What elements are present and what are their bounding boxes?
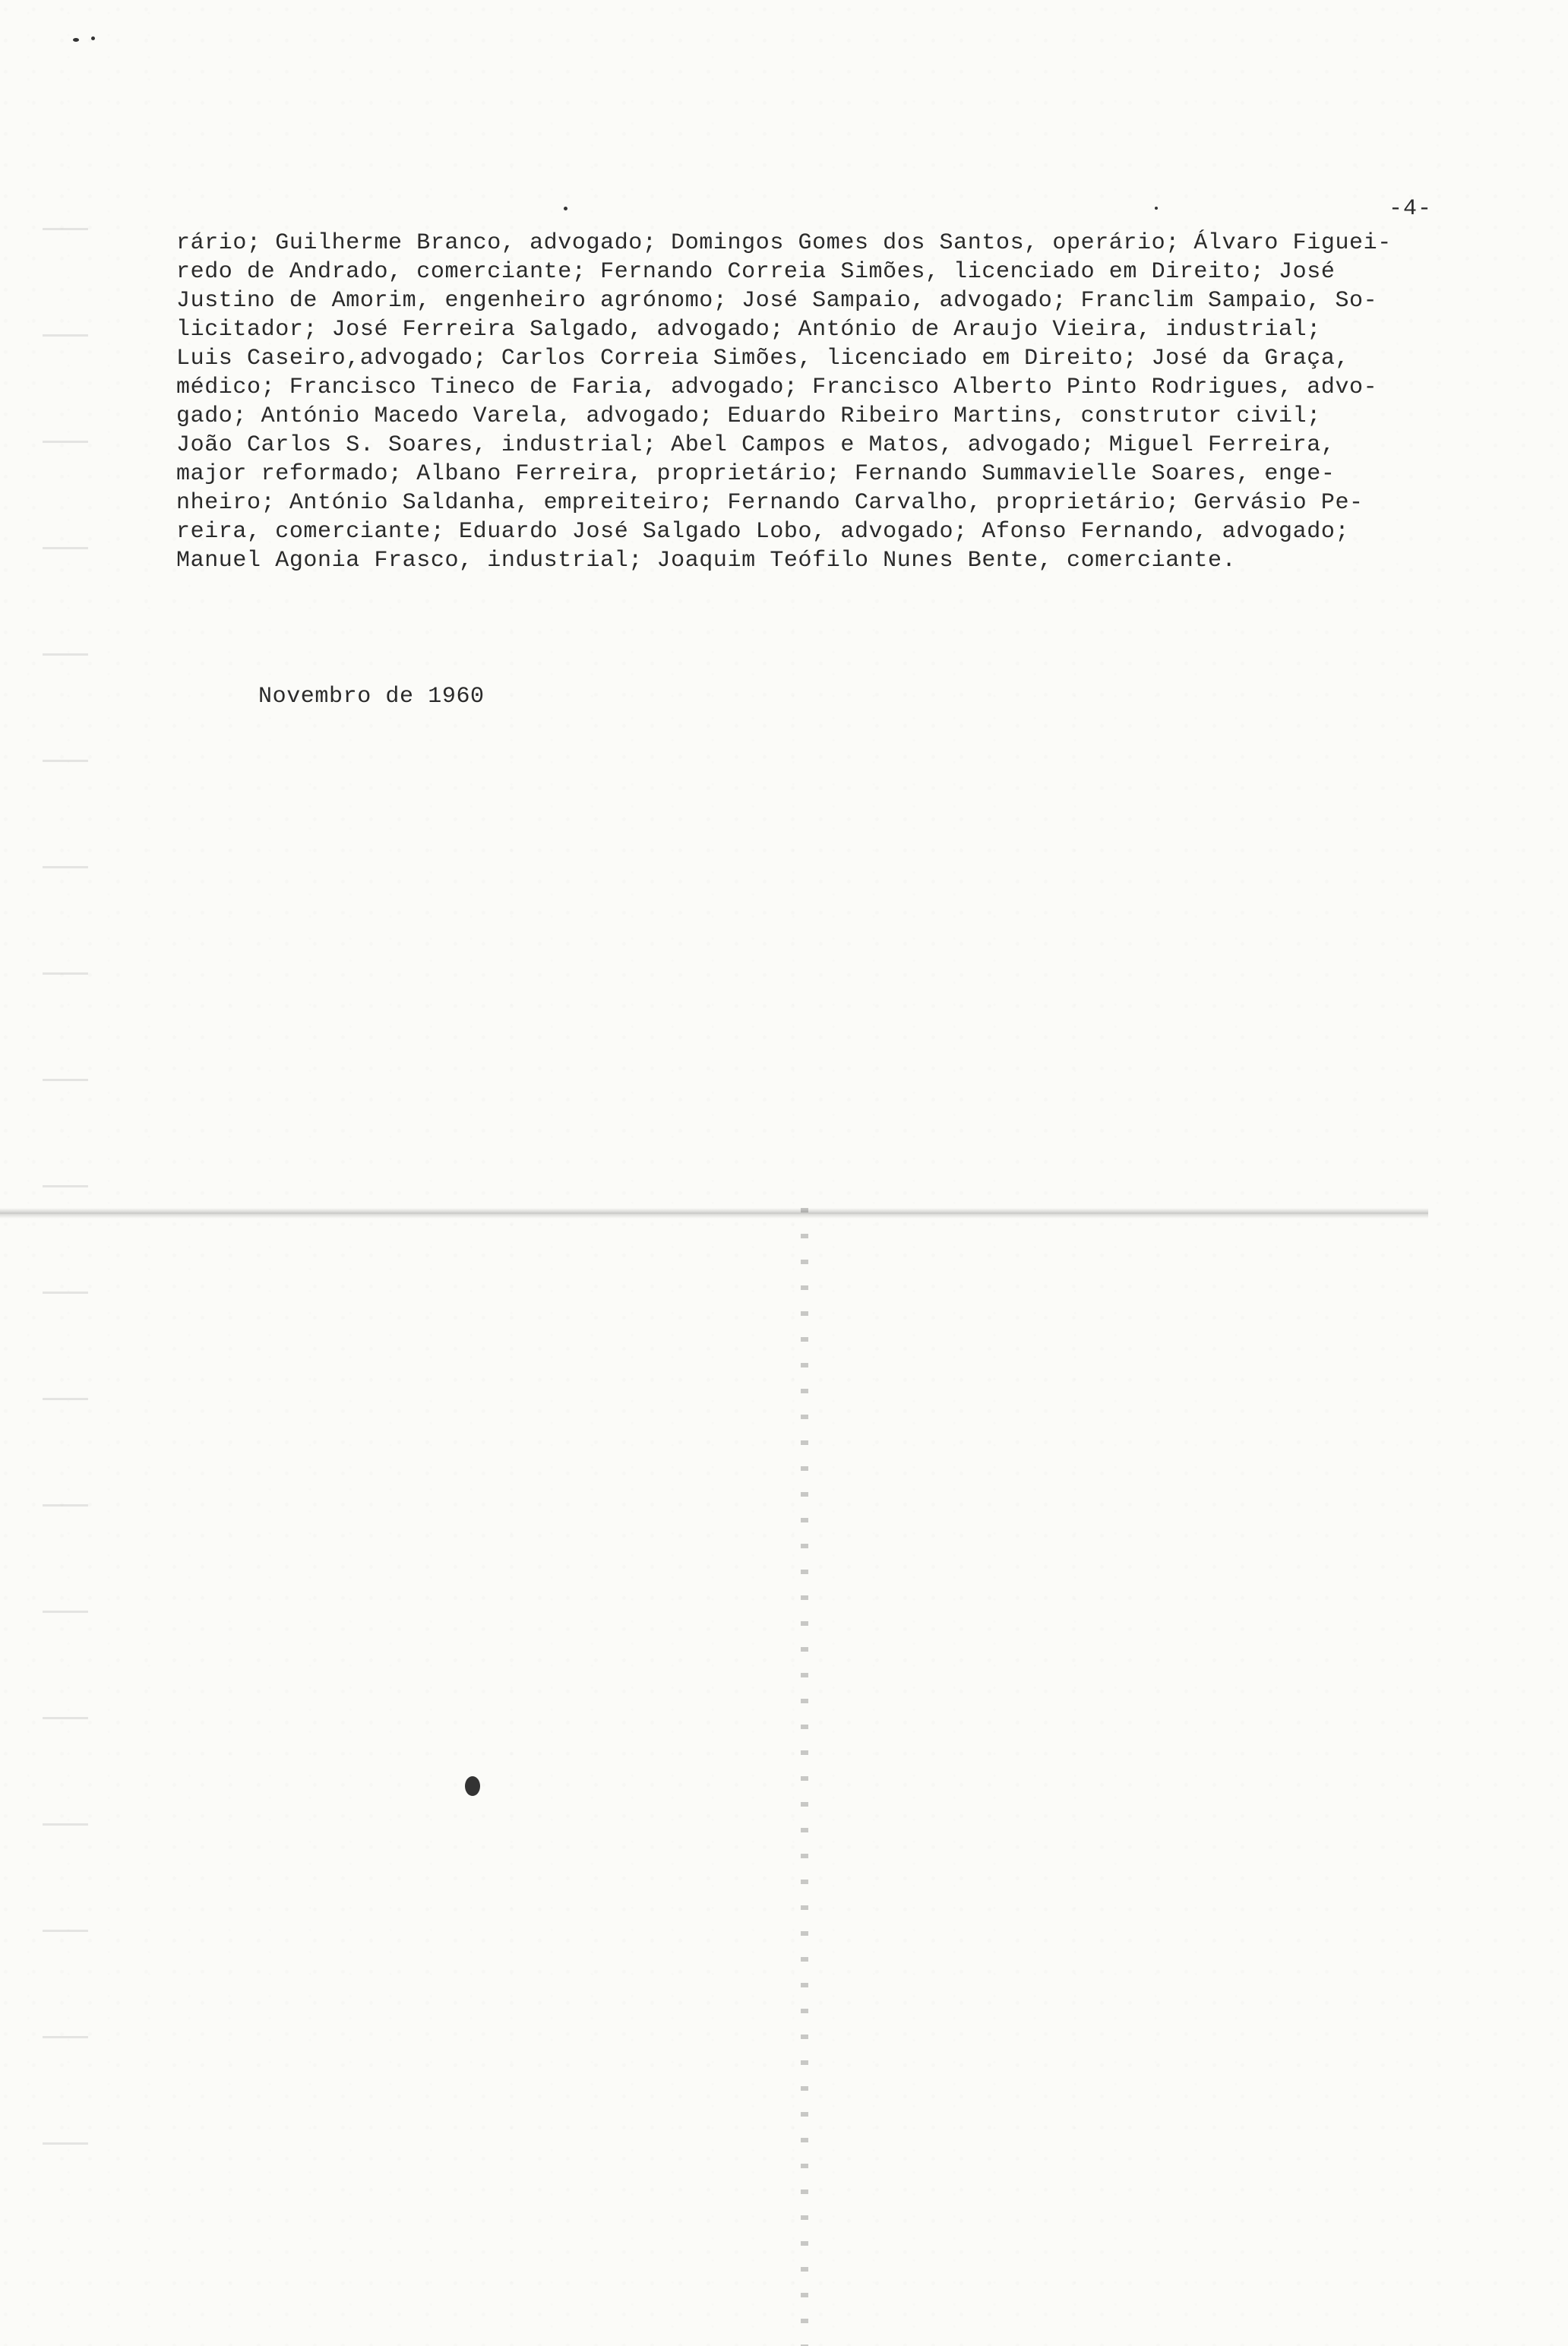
text-line: Luis Caseiro,advogado; Carlos Correia Simões, licenciado em Direito; José da Graça, — [176, 346, 1350, 372]
ink-speck — [91, 36, 95, 40]
text-line: redo de Andrado, comerciante; Fernando Correia Simões, licenciado em Direito; José — [176, 259, 1336, 285]
ink-speck — [465, 1776, 480, 1796]
text-line: nheiro; António Saldanha, empreiteiro; Fernando Carvalho, proprietário; Gervásio Pe- — [176, 490, 1364, 516]
text-line: Manuel Agonia Frasco, industrial; Joaquim Teófilo Nunes Bente, comerciante. — [176, 548, 1237, 574]
text-line: licitador; José Ferreira Salgado, advogado; António de Araujo Vieira, industrial; — [176, 317, 1321, 343]
ink-speck — [564, 207, 567, 210]
horizontal-fold-line — [0, 1208, 1428, 1219]
document-date: Novembro de 1960 — [258, 684, 485, 710]
text-line: João Carlos S. Soares, industrial; Abel Campos e Matos, advogado; Miguel Ferreira, — [176, 432, 1336, 458]
ink-speck — [73, 38, 79, 42]
text-line: major reformado; Albano Ferreira, proprietário; Fernando Summavielle Soares, enge- — [176, 461, 1336, 487]
ink-speck — [1155, 207, 1158, 210]
text-line: médico; Francisco Tineco de Faria, advogado; Francisco Alberto Pinto Rodrigues, advo- — [176, 375, 1378, 400]
body-text — [176, 229, 1566, 576]
text-line: rário; Guilherme Branco, advogado; Domingos Gomes dos Santos, operário; Álvaro Figuei- — [176, 230, 1392, 256]
text-line: gado; António Macedo Varela, advogado; Eduardo Ribeiro Martins, construtor civil; — [176, 403, 1321, 429]
vertical-fold-line — [801, 1208, 808, 2346]
text-line: Justino de Amorim, engenheiro agrónomo; José Sampaio, advogado; Franclim Sampaio, So- — [176, 288, 1378, 314]
page-number: -4- — [1389, 196, 1433, 222]
text-line: reira, comerciante; Eduardo José Salgado Lobo, advogado; Afonso Fernando, advogado; — [176, 519, 1350, 545]
